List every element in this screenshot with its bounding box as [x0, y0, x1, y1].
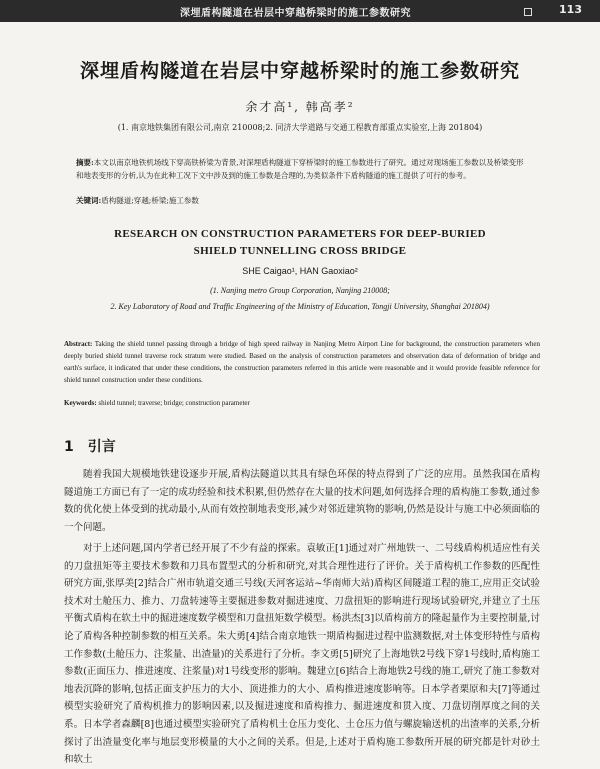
running-title: 深埋盾构隧道在岩层中穿越桥梁时的施工参数研究 — [180, 8, 411, 19]
keywords-en-text: shield tunnel; traverse; bridge; construction parameter — [98, 399, 250, 407]
keywords-cn — [76, 194, 528, 207]
keywords-cn-text: 盾构隧道;穿越;桥梁;施工参数 — [101, 196, 199, 205]
abstract-en-text: Taking the shield tunnel passing through a bridge of high speed railway in Nanjing Metro Airport Line for background, the construction parameters when deeply buried shield tunnel traverse rock stratum were studied. Based on the analysis of construction parameters and observation data of deformation of bridge and earth's surface, it indicated that under these conditions, the construction parameters referred in this article were reasonable and it would provide feasible reference for shield tunnel construction under these conditions. — [64, 340, 540, 384]
abstract-en — [64, 338, 540, 386]
section-heading — [64, 436, 116, 456]
keywords-en-label: Keywords: — [64, 399, 97, 407]
section-number: 1 — [64, 439, 74, 455]
affiliation-cn: (1. 南京地铁集团有限公司,南京 210008;2. 同济大学道路与交通工程教育部重点实验室,上海 201804) — [117, 123, 483, 132]
paper-title-en-line1: RESEARCH ON CONSTRUCTION PARAMETERS FOR DEEP-BURIED — [114, 228, 486, 240]
body-paragraph-1: 随着我国大规模地铁建设逐步开展,盾构法隧道以其具有绿色环保的特点得到了广泛的应用。虽然我国在盾构隧道施工方面已有了一定的成功经验和技术积累,但仍然存在大量的技术问题,如何选择合理的盾构施工参数,通过参数的优化使上体受到的扰动最小,从而有效控制地表变形,减少对邻近建筑物的影响,仍然是设计与施工中必须面临的一个问题。 — [64, 469, 540, 533]
body-paragraph-2: 对于上述问题,国内学者已经开展了不少有益的探索。袁敏正[1]通过对广州地铁一、二号线盾构机适应性有关的刀盘扭矩等主要技术参数和刀具布置型式的分析和研究,对其合理性进行了评价。关于盾构机工作参数的匹配性研究方面,张厚美[2]结合广州市轨道交通三号线(天河客运站~华南师大站)盾构区间隧道工程的施工,应用正交试验技术对土舱压力、推力、刀盘转速等主要掘进参数对掘进速度、刀盘扭矩的影响进行现场试验研究,并建立了土压平衡式盾构在软土中的掘进速度数学模型和刀盘扭矩数学模型。杨洪杰[3]以盾构前方的隆起量作为主要控制量,讨论了盾构各种控制参数的相互关系。朱大勇[4]结合南京地铁一期盾构掘进过程中监测数据,对土体变形特性与盾构工作参数(土舱压力、注浆量、出渣量)的关系进行了分析。李文勇[5]研究了上海地铁2号线下穿1号线时,盾构施工参数(正面压力、推进速度、注浆量)对1号线变形的影响。魏建立[6]结合上海地铁2号线的施工,研究了施工参数对地表沉降的影响,包括正面支护压力的大小、顶进推力的大小、盾构推进速度影响等。日本学者栗原和夫[7]等通过模型实验研究了盾构机推力的影响因素,以及掘进速度和盾构推力、掘进速度和贯入度、刀盘切削厚度之间的关系。日本学者森麟[8]也通过模型实验研究了盾构机土仓压力变化、土仓压力值与螺旋输送机的出渣率的关系,分析探讨了出渣量变化率与地层变形模量的大小之间的关系。但是,上述对于盾构施工参数所开展的研究都是针对砂土和软土 — [64, 543, 540, 766]
abstract-cn-text: 本文以南京地铁机场线下穿高铁桥梁为背景,对深埋盾构隧道下穿桥梁时的施工参数进行了研究。通过对现场施工参数以及桥梁变形和地表变形的分析,认为在此种工况下文中涉及到的施工参数是合理的,为类似条件下盾构隧道的施工提供了可行的参考。 — [76, 158, 524, 180]
abstract-en-label: Abstract: — [64, 340, 93, 348]
abstract-cn — [76, 156, 528, 182]
paper-title-en — [0, 226, 600, 260]
keywords-cn-label: 关键词: — [76, 196, 102, 205]
abstract-cn-label: 摘要: — [76, 158, 94, 167]
header-marker-icon — [524, 8, 532, 16]
running-header — [0, 0, 600, 22]
affiliation-en-line2: 2. Key Laboratory of Road and Traffic Engineering of the Ministry of Education, Tongji University, Shanghai 201804) — [110, 302, 490, 311]
paper-title-en-line2: SHIELD TUNNELLING CROSS BRIDGE — [193, 245, 407, 257]
keywords-en — [64, 399, 540, 407]
affiliation-en-line1: (1. Nanjing metro Group Corporation, Nanjing 210008; — [210, 286, 390, 295]
page-number: 113 — [559, 3, 582, 16]
authors-en: SHE Caigao¹, HAN Gaoxiao² — [242, 266, 358, 276]
authors-cn: 余才高¹, 韩高孝² — [245, 100, 355, 114]
section-title: 引言 — [87, 439, 116, 455]
paper-title-cn: 深埋盾构隧道在岩层中穿越桥梁时的施工参数研究 — [79, 60, 520, 82]
